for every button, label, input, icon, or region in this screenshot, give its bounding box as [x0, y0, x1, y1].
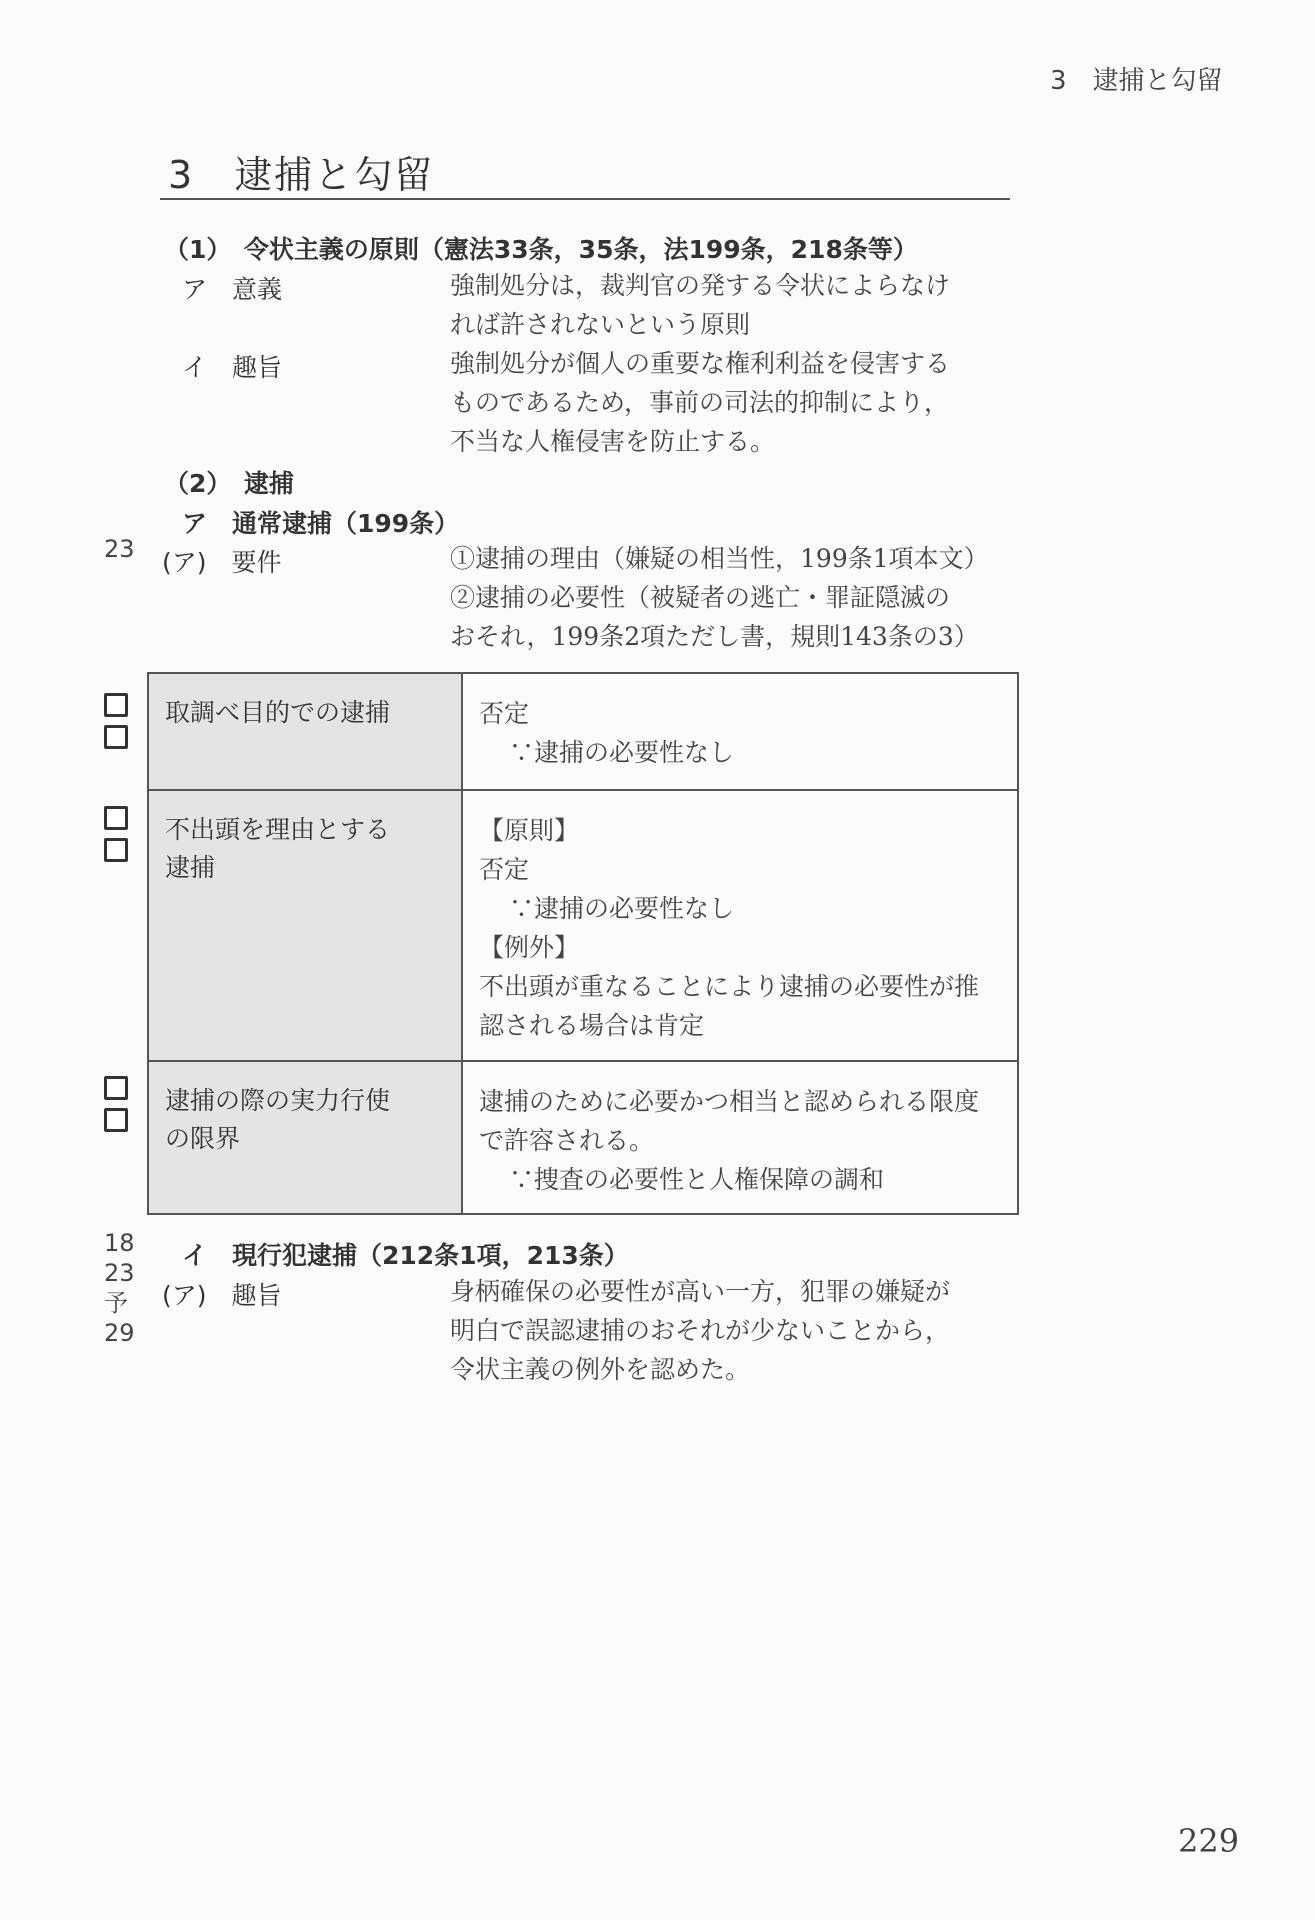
margin-exam-years: 18 23 予 29 [104, 1229, 135, 1347]
review-checkbox[interactable] [104, 693, 128, 717]
title-rule [160, 198, 1010, 200]
page-number: 229 [1178, 1822, 1240, 1860]
section-1-heading: （1） 令状主義の原則（憲法33条，35条，法199条，218条等） [164, 235, 918, 264]
margin-exam-year: 23 [104, 535, 135, 563]
table-key-cell: 逮捕の際の実力行使 の限界 [148, 1061, 462, 1214]
table-value-cell: 否定 ∵逮捕の必要性なし [462, 673, 1018, 790]
section-2-heading: （2） 逮捕 [164, 469, 294, 498]
summary-table [147, 672, 1019, 1215]
label-purpose-2: (ア) 趣旨 [162, 1281, 282, 1310]
flagrant-arrest-heading: イ 現行犯逮捕（212条1項，213条） [182, 1241, 629, 1270]
text-requirements: ①逮捕の理由（嫌疑の相当性，199条1項本文） ②逮捕の必要性（被疑者の逃亡・罪証隠滅の おそれ，199条2項ただし書，規則143条の3） [450, 544, 989, 651]
review-checkbox[interactable] [104, 725, 128, 749]
text-purpose: 強制処分が個人の重要な権利利益を侵害する ものであるため，事前の司法的抑制により， 不当な人権侵害を防止する。 [450, 349, 951, 456]
table-row [148, 1061, 1018, 1214]
table-row [148, 790, 1018, 1061]
review-checkbox[interactable] [104, 1108, 128, 1132]
table-value-cell: 逮捕のために必要かつ相当と認められる限度 で許容される。 ∵捜査の必要性と人権保障の調和 [462, 1061, 1018, 1214]
label-requirements: (ア) 要件 [162, 548, 282, 577]
running-head: 3 逮捕と勾留 [1050, 66, 1223, 96]
label-meaning: ア 意義 [182, 275, 283, 304]
table-row [148, 673, 1018, 790]
table-value-cell: 【原則】 否定 ∵逮捕の必要性なし 【例外】 不出頭が重なることにより逮捕の必要性が推 認される場合は肯定 [462, 790, 1018, 1061]
review-checkbox[interactable] [104, 1076, 128, 1100]
text-meaning: 強制処分は，裁判官の発する令状によらなけ れば許されないという原則 [450, 271, 951, 339]
ordinary-arrest-heading: ア 通常逮捕（199条） [182, 509, 460, 538]
review-checkbox[interactable] [104, 806, 128, 830]
label-purpose: イ 趣旨 [182, 353, 283, 382]
chapter-title: 3 逮捕と勾留 [168, 153, 435, 197]
table-key-cell: 取調べ目的での逮捕 [148, 673, 462, 790]
review-checkbox[interactable] [104, 838, 128, 862]
text-purpose-2: 身柄確保の必要性が高い一方，犯罪の嫌疑が 明白で誤認逮捕のおそれが少ないことから， 令状主義の例外を認めた。 [450, 1277, 951, 1384]
table-key-cell: 不出頭を理由とする 逮捕 [148, 790, 462, 1061]
